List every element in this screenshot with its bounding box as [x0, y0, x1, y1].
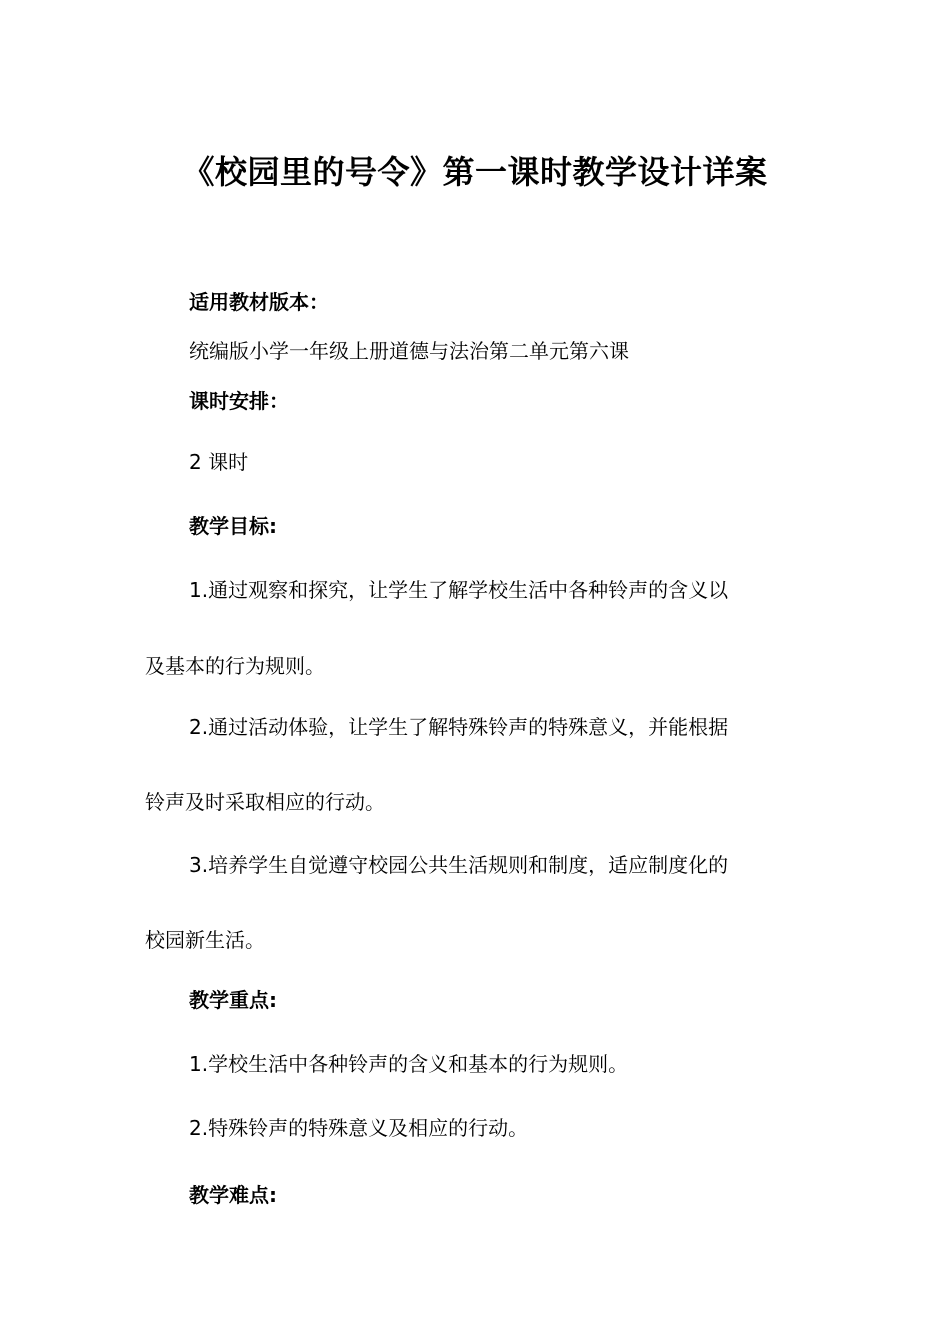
key-point-1: 1.学校生活中各种铃声的含义和基本的行为规则。: [189, 1052, 629, 1076]
key-point-2: 2.特殊铃声的特殊意义及相应的行动。: [189, 1116, 529, 1140]
schedule-label: 课时安排：: [189, 389, 289, 413]
objective-2-line-1: 2.通过活动体验，让学生了解特殊铃声的特殊意义，并能根据: [189, 715, 729, 739]
document-title: 《校园里的号令》第一课时教学设计详案: [182, 153, 768, 191]
objectives-label: 教学目标:: [189, 514, 277, 538]
objective-1-line-2: 及基本的行为规则。: [145, 654, 325, 678]
objective-3-line-2: 校园新生活。: [145, 928, 265, 952]
textbook-label: 适用教材版本：: [189, 290, 329, 314]
textbook-value: 统编版小学一年级上册道德与法治第二单元第六课: [189, 339, 629, 363]
objective-3-line-1: 3.培养学生自觉遵守校园公共生活规则和制度，适应制度化的: [189, 853, 729, 877]
key-points-label: 教学重点:: [189, 988, 277, 1012]
difficulties-label: 教学难点:: [189, 1183, 277, 1207]
schedule-value: 2 课时: [189, 450, 249, 474]
objective-1-line-1: 1.通过观察和探究，让学生了解学校生活中各种铃声的含义以: [189, 578, 729, 602]
objective-2-line-2: 铃声及时采取相应的行动。: [145, 790, 385, 814]
